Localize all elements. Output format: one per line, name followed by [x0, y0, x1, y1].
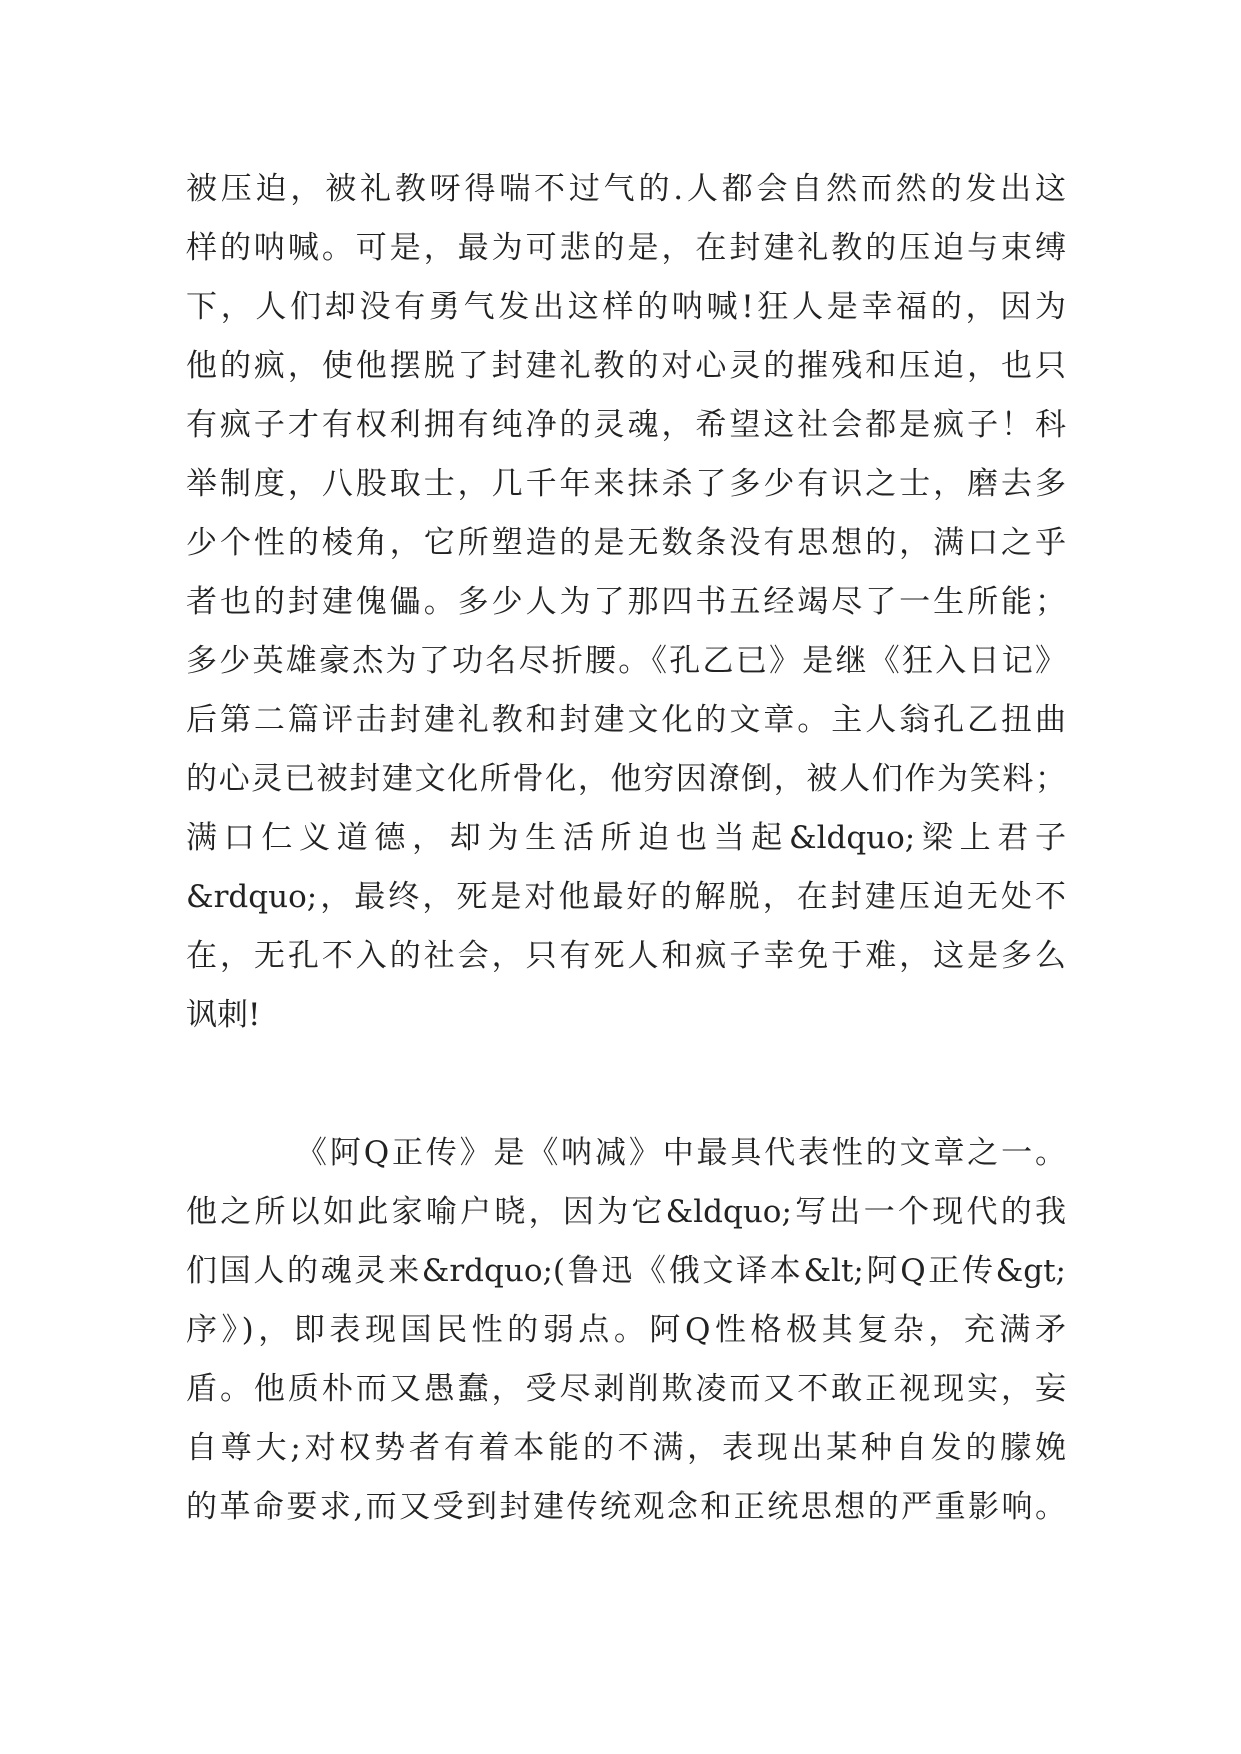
text-line: 少个性的棱角，它所塑造的是无数条没有思想的，满口之乎 [186, 525, 1066, 561]
text-line: 满口仁义道德，却为生活所迫也当起&ldquo;梁上君子 [186, 820, 1066, 856]
text-line: 们国人的魂灵来&rdquo;(鲁迅《俄文译本&lt;阿Q正传&gt; [186, 1253, 1066, 1289]
text-line: 下，人们却没有勇气发出这样的呐喊!狂人是幸福的，因为 [186, 289, 1066, 325]
text-line: 多少英雄豪杰为了功名尽折腰。《孔乙已》是继《狂入日记》 [186, 643, 1066, 679]
text-line: 在，无孔不入的社会，只有死人和疯子幸免于难，这是多么 [186, 938, 1066, 974]
text-line: 举制度，八股取士，几千年来抹杀了多少有识之士，磨去多 [186, 466, 1066, 502]
text-line: 《阿Q正传》是《呐减》中最具代表性的文章之一。 [296, 1135, 1066, 1171]
text-line: 讽刺! [186, 997, 261, 1033]
text-line: 他的疯，使他摆脱了封建礼教的对心灵的摧残和压迫，也只 [186, 348, 1066, 384]
text-line: 他之所以如此家喻户晓，因为它&ldquo;写出一个现代的我 [186, 1194, 1066, 1230]
paragraph-2 [186, 1124, 1066, 1537]
text-line: 被压迫，被礼教呀得喘不过气的.人都会自然而然的发出这 [186, 171, 1066, 207]
text-line: 的心灵已被封建文化所骨化，他穷因潦倒，被人们作为笑料； [186, 761, 1066, 797]
text-line: 序》)，即表现国民性的弱点。阿Q性格极其复杂，充满矛 [186, 1312, 1066, 1348]
text-line: &rdquo;，最终，死是对他最好的解脱，在封建压迫无处不 [186, 879, 1066, 915]
text-line: 有疯子才有权利拥有纯净的灵魂，希望这社会都是疯子！科 [186, 407, 1066, 443]
paragraph-1 [186, 160, 1066, 1045]
text-line: 者也的封建傀儡。多少人为了那四书五经竭尽了一生所能； [186, 584, 1066, 620]
text-line: 后第二篇评击封建礼教和封建文化的文章。主人翁孔乙扭曲 [186, 702, 1066, 738]
text-line: 盾。他质朴而又愚蠢，受尽剥削欺凌而又不敢正视现实，妄 [186, 1371, 1066, 1407]
text-line: 的革命要求,而又受到封建传统观念和正统思想的严重影响。 [186, 1489, 1066, 1525]
text-line: 样的呐喊。可是，最为可悲的是，在封建礼教的压迫与束缚 [186, 230, 1066, 266]
text-line: 自尊大;对权势者有着本能的不满，表现出某种自发的朦娩 [186, 1430, 1066, 1466]
